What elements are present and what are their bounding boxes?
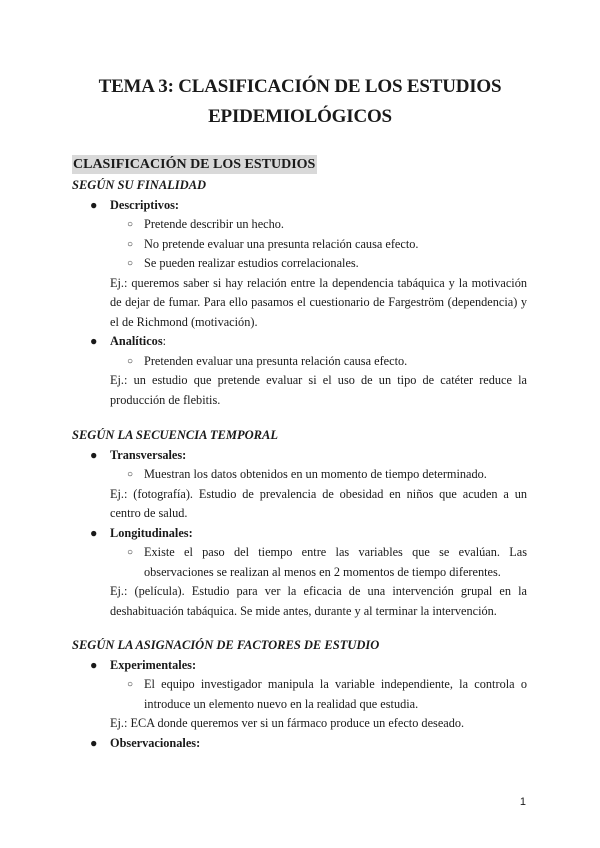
- circle-bullet-icon: ○: [127, 219, 134, 230]
- list-item: ○ Existe el paso del tiempo entre las variables que se evalúan. Las observaciones se realizan al menos en 2 momentos de tiempo diferentes.: [127, 545, 527, 579]
- secuencia-heading: SEGÚN LA SECUENCIA TEMPORAL: [72, 428, 278, 442]
- title-line-1: TEMA 3: CLASIFICACIÓN DE LOS ESTUDIOS: [98, 76, 502, 97]
- list-item: ○ Muestran los datos obtenidos en un momento de tiempo determinado.: [72, 465, 527, 485]
- descriptivos-label: Descriptivos:: [110, 197, 179, 212]
- list-item: ○ El equipo investigador manipula la variable independiente, la controla o introduce un elemento nuevo en la realidad que estudia.: [127, 677, 527, 711]
- experimentales-item: [72, 656, 527, 676]
- list-item: ○ No pretende evaluar una presunta relación causa efecto.: [72, 235, 527, 255]
- circle-bullet-icon: ○: [127, 469, 134, 480]
- bullet-icon: ●: [90, 447, 98, 462]
- circle-bullet-icon: ○: [127, 679, 134, 690]
- section-heading: CLASIFICACIÓN DE LOS ESTUDIOS: [73, 157, 316, 172]
- experimentales-example: Ej.: ECA donde queremos ver si un fármaco produce un efecto deseado.: [110, 716, 465, 730]
- transversales-item: [72, 446, 527, 466]
- bullet-icon: ●: [90, 334, 98, 348]
- finalidad-heading: SEGÚN SU FINALIDAD: [72, 178, 207, 192]
- descriptivos-item: [72, 196, 527, 216]
- circle-bullet-icon: ○: [127, 355, 134, 367]
- list-item: ○ Pretende describir un hecho.: [72, 215, 527, 235]
- asignacion-heading: SEGÚN LA ASIGNACIÓN DE FACTORES DE ESTUDIO: [72, 638, 380, 652]
- longitudinales-example: Ej.: (película). Estudio para ver la eficacia de una intervención grupal en la deshabituación tabáquica. Se mide antes, durante y al terminar la intervención.: [110, 584, 527, 618]
- list-item: ○ Pretenden evaluar una presunta relación causa efecto.: [72, 352, 527, 372]
- transversales-example: Ej.: (fotografía). Estudio de prevalencia de obesidad en niños que acuden a un centro de salud.: [110, 486, 527, 520]
- title-line-2: EPIDEMIOLÓGICOS: [208, 106, 392, 127]
- analiticos-label: Analíticos: [110, 334, 163, 348]
- circle-bullet-icon: ○: [127, 238, 134, 250]
- bullet-icon: ●: [90, 197, 98, 212]
- longitudinales-item: [72, 524, 527, 544]
- page-number: 1: [519, 796, 526, 808]
- circle-bullet-icon: ○: [127, 258, 134, 269]
- circle-bullet-icon: ○: [127, 547, 134, 558]
- finalidad-section: [72, 176, 527, 410]
- secuencia-section: [72, 426, 527, 621]
- observacionales-label: Observacionales:: [110, 735, 201, 750]
- bullet-icon: ●: [90, 657, 98, 672]
- observacionales-item: [72, 734, 527, 754]
- asignacion-section: [72, 636, 527, 753]
- analiticos-item: ● Analíticos:: [72, 332, 527, 352]
- list-item: ○ Se pueden realizar estudios correlacionales.: [72, 254, 527, 274]
- longitudinales-label: Longitudinales:: [110, 525, 193, 540]
- experimentales-label: Experimentales:: [110, 657, 197, 672]
- transversales-label: Transversales:: [110, 447, 187, 462]
- document-title: [60, 72, 540, 132]
- bullet-icon: ●: [90, 735, 98, 750]
- analiticos-example: Ej.: un estudio que pretende evaluar si el uso de un tipo de catéter reduce la producción de flebitis.: [110, 373, 527, 407]
- bullet-icon: ●: [90, 525, 98, 540]
- descriptivos-example: Ej.: queremos saber si hay relación entre la dependencia tabáquica y la motivación de dejar de fumar. Para ello pasamos el cuestionario de Fargeström (dependencia) y el de Richmond (motivación).: [110, 275, 527, 329]
